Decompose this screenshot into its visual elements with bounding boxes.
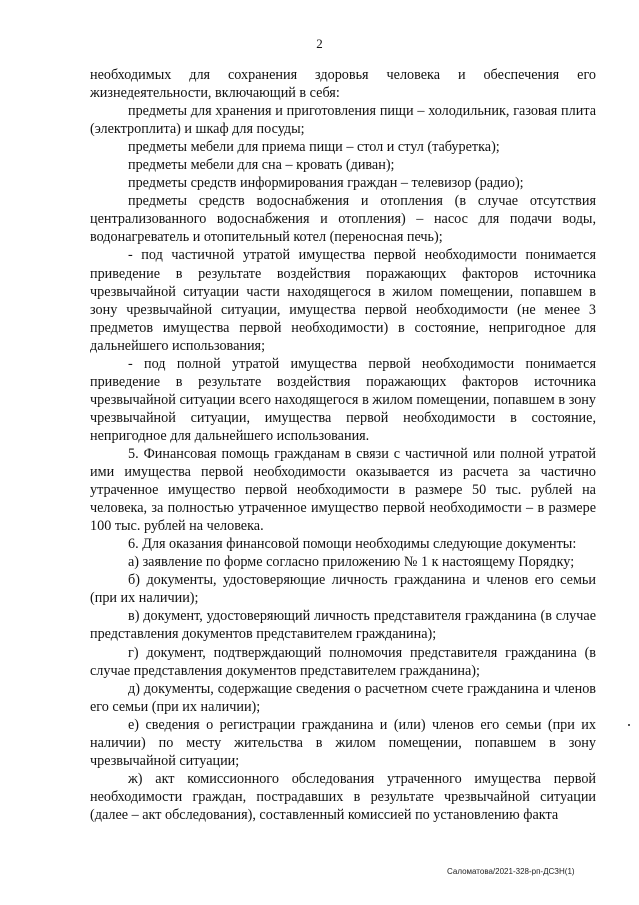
- paragraph: д) документы, содержащие сведения о расчетном счете гражданина и членов его семьи (при их наличии);: [90, 680, 596, 715]
- page-number: 2: [316, 36, 323, 51]
- paragraph: предметы средств информирования граждан – телевизор (радио);: [128, 175, 524, 192]
- paragraph: предметы для хранения и приготовления пищи – холодильник, газовая плита (электроплита) и шкаф для посуды;: [90, 103, 596, 138]
- paragraph: г) документ, подтверждающий полномочия представителя гражданина (в случае представления документов представителем гражданина);: [90, 644, 596, 679]
- document-body: [90, 66, 596, 824]
- paragraph: в) документ, удостоверяющий личность представителя гражданина (в случае представления документов представителем гражданина);: [90, 608, 596, 643]
- paragraph: необходимых для сохранения здоровья человека и обеспечения его жизнедеятельности, включающий в себя:: [90, 67, 596, 102]
- scan-mark: [628, 724, 630, 726]
- paragraph: - под частичной утратой имущества первой необходимости понимается приведение в результате воздействия поражающих факторов источника чрезвычайной ситуации части находящегося в жилом помещении, попавшем в зону чрезвычайной ситуации, имущества первой необходимости (не менее 3 предметов имущества первой необходимости) в состояние, непригодное для дальнейшего использования;: [90, 247, 596, 354]
- paragraph: - под полной утратой имущества первой необходимости понимается приведение в результате воздействия поражающих факторов источника чрезвычайной ситуации всего находящегося в жилом помещении, попавшем в зону чрезвычайной ситуации, имущества первой необходимости в состояние, непригодное для дальнейшего использования.: [90, 355, 596, 444]
- document-footer-code: Саломатова/2021-328-рп-ДСЗН(1): [447, 867, 575, 876]
- paragraph: предметы мебели для приема пищи – стол и стул (табуретка);: [128, 139, 500, 156]
- paragraph: б) документы, удостоверяющие личность гражданина и членов его семьи (при их наличии);: [90, 572, 596, 607]
- paragraph: 6. Для оказания финансовой помощи необходимы следующие документы:: [128, 536, 577, 553]
- paragraph: предметы мебели для сна – кровать (диван);: [128, 157, 395, 174]
- paragraph: 5. Финансовая помощь гражданам в связи с частичной или полной утратой ими имущества первой необходимости оказывается из расчета за частично утраченное имущество первой необходимости в размере 50 тыс. рублей на человека, за полностью утраченное имущество первой необходимости – в размере 100 тыс. рублей на человека.: [90, 445, 596, 535]
- paragraph: а) заявление по форме согласно приложению № 1 к настоящему Порядку;: [128, 554, 575, 571]
- paragraph: е) сведения о регистрации гражданина и (или) членов его семьи (при их наличии) по месту жительства в жилом помещении, попавшем в зону чрезвычайной ситуации;: [90, 716, 596, 769]
- paragraph: предметы средств водоснабжения и отопления (в случае отсутствия централизованного водоснабжения и отопления) – насос для подачи воды, водонагреватель и отопительный котел (переносная печь);: [90, 193, 596, 246]
- paragraph: ж) акт комиссионного обследования утраченного имущества первой необходимости граждан, пострадавших в результате чрезвычайной ситуации (далее – акт обследования), составленный комиссией по установлению факта: [90, 770, 596, 823]
